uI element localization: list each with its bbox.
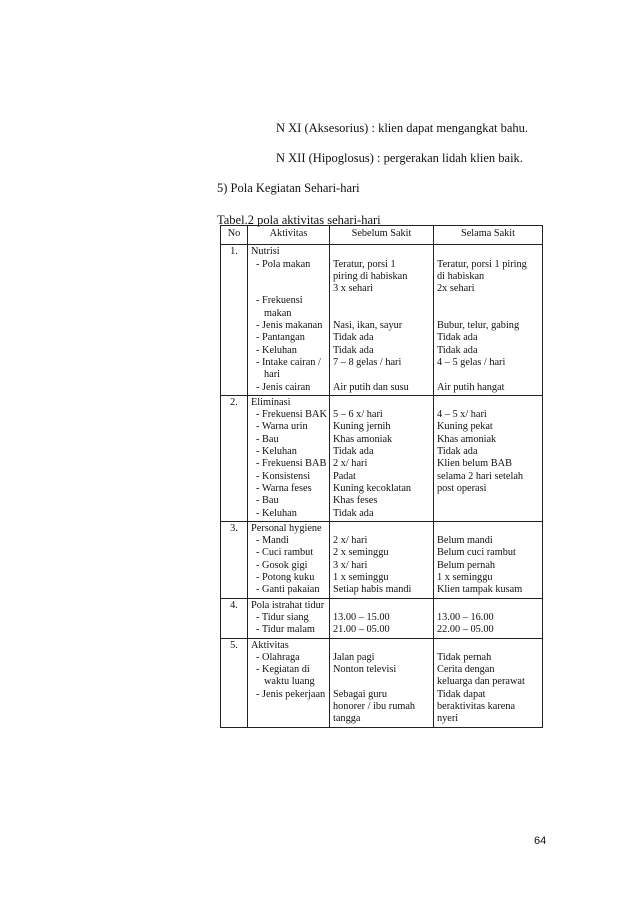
header-selama-sakit: Selama Sakit [434,226,543,245]
selama-sakit-cell-line: Air putih hangat [437,381,505,393]
row-number: 3. [221,521,248,598]
aktivitas-cell-line: - Potong kuku [256,572,315,584]
aktivitas-cell-line: - Jenis makanan [256,320,323,332]
selama-sakit-cell-line: Tidak ada [437,332,478,344]
selama-sakit-cell-line: selama 2 hari setelah [437,470,524,482]
aktivitas-cell-line: - Olahraga [256,651,300,663]
sebelum-sakit-cell [330,521,434,598]
sebelum-sakit-cell-line: Tidak ada [333,344,374,356]
sebelum-sakit-cell-line [333,397,430,409]
sebelum-sakit-cell-line: Nonton televisi [333,664,397,676]
aktivitas-cell-line: - Warna feses [256,482,312,494]
sebelum-sakit-cell-line: Khas feses [333,495,378,507]
table-row [221,395,543,521]
sebelum-sakit-cell-line [333,369,430,381]
sebelum-sakit-cell-line: Sebagai guru [333,688,388,700]
selama-sakit-cell-line: Belum pernah [437,559,496,571]
aktivitas-cell-line: waktu luang [264,676,315,688]
aktivitas-cell-line: - Jenis pekerjaan [256,688,326,700]
aktivitas-cell-line: - Intake cairan / [256,356,321,368]
aktivitas-cell-line: - Kegiatan di [256,664,310,676]
sebelum-sakit-cell-line: Tidak ada [333,332,374,344]
sebelum-sakit-cell [330,395,434,521]
aktivitas-cell-line: - Keluhan [256,344,297,356]
selama-sakit-cell-line: 1 x seminggu [437,572,493,584]
aktivitas-cell [248,638,330,727]
sebelum-sakit-cell-line: 3 x/ hari [333,559,368,571]
selama-sakit-cell-line [437,246,539,258]
aktivitas-cell-line: - Warna urin [256,421,308,433]
sebelum-sakit-cell-line [333,308,430,320]
selama-sakit-cell-line: Kuning pekat [437,421,493,433]
aktivitas-cell [248,395,330,521]
nerve-xi-line: N XI (Aksesorius) : klien dapat mengangkat bahu. [276,121,529,135]
sebelum-sakit-cell-line: 2 x seminggu [333,547,389,559]
sebelum-sakit-cell-line: 21.00 – 05.00 [333,624,390,636]
table-row [221,598,543,638]
aktivitas-cell-line: Eliminasi [251,396,291,408]
sebelum-sakit-cell-line [333,523,430,535]
aktivitas-cell-line: - Bau [256,495,279,507]
selama-sakit-cell-line: Klien tampak kusam [437,584,523,596]
sebelum-sakit-cell-line: Khas amoniak [333,433,393,445]
sebelum-sakit-cell [330,638,434,727]
aktivitas-cell-line: - Pantangan [256,332,305,344]
aktivitas-cell-line [251,701,326,713]
aktivitas-cell-line: Nutrisi [251,246,280,258]
selama-sakit-cell-line [437,640,539,652]
sebelum-sakit-cell-line: Setiap habis mandi [333,584,412,596]
aktivitas-cell-line: hari [264,369,281,381]
header-aktivitas: Aktivitas [248,226,330,245]
sebelum-sakit-cell-line: 13.00 – 15.00 [333,611,390,623]
table-header-row [221,226,543,245]
sebelum-sakit-cell-line: Kuning kecoklatan [333,482,412,494]
section-heading: 5) Pola Kegiatan Sehari-hari [217,181,360,195]
selama-sakit-cell [434,598,543,638]
sebelum-sakit-cell-line: Air putih dan susu [333,381,409,393]
aktivitas-cell-line: Pola istrahat tidur [251,599,325,611]
selama-sakit-cell [434,395,543,521]
sebelum-sakit-cell-line: Padat [333,470,356,482]
aktivitas-cell-line [251,713,326,725]
aktivitas-cell-line: - Frekuensi BAB [256,458,327,470]
sebelum-sakit-cell-line [333,640,430,652]
aktivitas-cell-line: Aktivitas [251,639,289,651]
selama-sakit-cell-line [437,523,539,535]
aktivitas-cell-line: - Tidur siang [256,611,309,623]
sebelum-sakit-cell-line: 2 x/ hari [333,458,368,470]
selama-sakit-cell-line: 13.00 – 16.00 [437,611,494,623]
selama-sakit-cell-line: 22.00 – 05.00 [437,624,494,636]
selama-sakit-cell-line: Cerita dengan [437,664,495,676]
aktivitas-cell-line: - Pola makan [256,258,311,270]
selama-sakit-cell-line [437,600,539,612]
selama-sakit-cell-line: 2x sehari [437,283,475,295]
header-sebelum-sakit: Sebelum Sakit [330,226,434,245]
selama-sakit-cell-line: nyeri [437,713,459,725]
sebelum-sakit-cell-line: Tidak ada [333,507,374,519]
selama-sakit-cell-line: di habiskan [437,270,485,282]
aktivitas-cell [248,598,330,638]
aktivitas-cell-line: - Frekuensi [256,295,303,307]
table-caption: Tabel.2 pola aktivitas sehari-hari [217,213,381,227]
sebelum-sakit-cell-line: 2 x/ hari [333,535,368,547]
aktivitas-cell-line: - Frekuensi BAK [256,409,327,421]
row-number: 4. [221,598,248,638]
aktivitas-cell-line: makan [264,307,292,319]
sebelum-sakit-cell-line [333,295,430,307]
sebelum-sakit-cell-line: 5 – 6 x/ hari [333,409,383,421]
selama-sakit-cell-line: Klien belum BAB [437,458,512,470]
aktivitas-cell-line: - Bau [256,433,279,445]
selama-sakit-cell-line: keluarga dan perawat [437,676,525,688]
selama-sakit-cell-line [437,495,539,507]
selama-sakit-cell-line: 4 – 5 x/ hari [437,409,487,421]
table-row [221,245,543,396]
selama-sakit-cell [434,521,543,598]
aktivitas-cell-line: - Gosok gigi [256,559,308,571]
aktivitas-cell-line: - Jenis cairan [256,381,311,393]
selama-sakit-cell-line: Bubur, telur, gabing [437,320,520,332]
sebelum-sakit-cell-line: Tidak ada [333,446,374,458]
selama-sakit-cell [434,245,543,396]
header-no: No [221,226,248,245]
selama-sakit-cell-line: Tidak dapat [437,688,486,700]
selama-sakit-cell-line [437,508,539,520]
sebelum-sakit-cell-line: tangga [333,713,361,725]
selama-sakit-cell-line [437,295,539,307]
sebelum-sakit-cell-line: piring di habiskan [333,270,408,282]
nerve-xii-line: N XII (Hipoglosus) : pergerakan lidah klien baik. [276,151,523,165]
selama-sakit-cell-line: post operasi [437,482,487,494]
selama-sakit-cell-line: Belum cuci rambut [437,547,516,559]
aktivitas-cell-line: - Cuci rambut [256,547,314,559]
row-number: 1. [221,245,248,396]
row-number: 5. [221,638,248,727]
selama-sakit-cell-line [437,308,539,320]
aktivitas-cell-line [251,271,326,283]
sebelum-sakit-cell-line [333,246,430,258]
aktivitas-cell-line: - Keluhan [256,446,297,458]
selama-sakit-cell-line: Teratur, porsi 1 piring [437,258,527,270]
selama-sakit-cell-line [437,397,539,409]
sebelum-sakit-cell-line: Jalan pagi [333,651,375,663]
row-number: 2. [221,395,248,521]
sebelum-sakit-cell-line: honorer / ibu rumah [333,700,416,712]
aktivitas-cell-line: - Ganti pakaian [256,584,320,596]
aktivitas-cell-line: - Keluhan [256,507,297,519]
sebelum-sakit-cell-line: 1 x seminggu [333,572,389,584]
selama-sakit-cell-line: Tidak pernah [437,651,492,663]
page-number: 64 [534,835,547,847]
selama-sakit-cell-line [437,369,539,381]
selama-sakit-cell-line: beraktivitas karena [437,700,516,712]
aktivitas-cell-line: Personal hygiene [251,522,322,534]
sebelum-sakit-cell-line: Teratur, porsi 1 [333,258,396,270]
aktivitas-cell [248,521,330,598]
aktivitas-cell-line: - Konsistensi [256,470,311,482]
sebelum-sakit-cell [330,598,434,638]
table-row [221,521,543,598]
selama-sakit-cell-line: Tidak ada [437,446,478,458]
selama-sakit-cell-line: Belum mandi [437,535,493,547]
sebelum-sakit-cell [330,245,434,396]
aktivitas-cell-line: - Mandi [256,535,289,547]
sebelum-sakit-cell-line [333,676,430,688]
sebelum-sakit-cell-line [333,600,430,612]
sebelum-sakit-cell-line: 3 x sehari [333,283,374,295]
activity-table [220,225,543,728]
selama-sakit-cell-line: Khas amoniak [437,433,497,445]
selama-sakit-cell [434,638,543,727]
sebelum-sakit-cell-line: 7 – 8 gelas / hari [333,356,402,368]
aktivitas-cell-line [251,283,326,295]
sebelum-sakit-cell-line: Kuning jernih [333,421,391,433]
table-row [221,638,543,727]
selama-sakit-cell-line: Tidak ada [437,344,478,356]
aktivitas-cell [248,245,330,396]
sebelum-sakit-cell-line: Nasi, ikan, sayur [333,320,403,332]
selama-sakit-cell-line: 4 – 5 gelas / hari [437,356,506,368]
aktivitas-cell-line: - Tidur malam [256,624,315,636]
